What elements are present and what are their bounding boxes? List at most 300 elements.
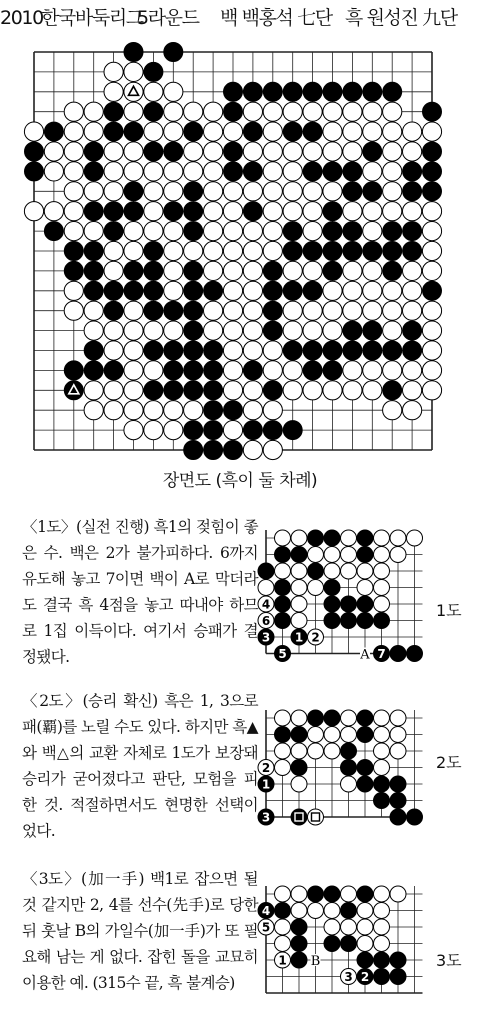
white-stone [124,62,143,81]
white-stone [390,886,406,902]
white-stone [223,381,242,400]
black-stone [363,241,382,260]
move-number: 5 [278,647,287,661]
black-stone [144,102,163,121]
white-stone [243,301,262,320]
black-stone [323,241,342,260]
black-stone [343,182,362,201]
black-stone [390,809,406,825]
white-stone [223,361,242,380]
move-number: 1 [294,630,304,645]
white-stone [263,182,282,201]
black-stone [204,421,223,440]
black-stone [383,82,402,101]
black-stone [84,261,103,280]
black-stone [374,613,390,629]
white-stone [323,142,342,161]
white-stone [124,321,143,340]
black-stone [403,241,422,260]
move-number: 1 [261,777,271,792]
black-stone [323,162,342,181]
black-stone [104,222,123,241]
white-stone [44,142,63,161]
black-stone [263,281,282,300]
white-stone [223,261,242,280]
white-stone [275,530,291,546]
black-stone [258,563,274,579]
white-stone [357,936,373,952]
black-stone [403,182,422,201]
black-stone [84,281,103,300]
white-stone [64,222,83,241]
white-stone [204,241,223,260]
black-stone [223,440,242,459]
white-stone [357,563,373,579]
black-stone [263,261,282,280]
white-stone [164,102,183,121]
white-stone [164,82,183,101]
white-stone [124,361,143,380]
move-number: 2 [360,970,370,984]
white-stone [223,281,242,300]
black-stone [184,261,203,280]
black-stone [291,727,307,743]
black-stone [64,261,83,280]
black-stone [403,162,422,181]
black-stone [283,122,302,141]
white-stone [223,222,242,241]
move-number: 1 [278,953,287,968]
black-stone [323,202,342,221]
white-stone [283,321,302,340]
white-stone [263,440,282,459]
white-stone [283,381,302,400]
white-stone [291,530,307,546]
white-stone [104,401,123,420]
black-stone [308,563,324,579]
black-stone [184,122,203,141]
black-stone [164,341,183,360]
white-stone [263,162,282,181]
white-stone [184,162,203,181]
black-stone [275,613,291,629]
white-stone [144,222,163,241]
black-stone [403,222,422,241]
white-stone [275,919,291,935]
white-stone [390,727,406,743]
black-stone [223,102,242,121]
black-stone [343,321,362,340]
white-stone [403,401,422,420]
black-stone [24,162,43,181]
white-stone [275,760,291,776]
black-stone [324,710,340,726]
white-stone [144,182,163,201]
black-stone [24,142,43,161]
black-stone [204,401,223,420]
black-stone [124,122,143,141]
white-stone [243,381,262,400]
black-stone [275,727,291,743]
white-stone [403,202,422,221]
white-stone [283,162,302,181]
white-stone [104,241,123,260]
white-stone [124,421,143,440]
white-stone [374,547,390,563]
black-stone [184,301,203,320]
black-stone [324,613,340,629]
white-stone [383,162,402,181]
move-number: 5 [261,920,271,935]
white-stone [243,222,262,241]
white-stone [374,886,390,902]
black-stone [184,381,203,400]
white-stone [204,261,223,280]
white-stone [363,301,382,320]
white-stone [407,530,423,546]
black-stone [223,162,242,181]
white-stone [374,743,390,759]
black-stone [341,760,357,776]
white-stone [258,580,274,596]
black-stone [223,82,242,101]
black-stone [422,142,441,161]
black-stone [357,613,373,629]
black-stone [343,341,362,360]
white-stone [374,903,390,919]
white-stone [374,563,390,579]
white-stone [323,102,342,121]
white-stone [324,919,340,935]
black-stone [144,62,163,81]
black-stone [357,727,373,743]
white-stone [223,301,242,320]
white-stone [343,301,362,320]
black-stone [184,361,203,380]
white-stone [144,122,163,141]
black-stone [204,361,223,380]
white-stone [243,401,262,420]
white-stone [144,401,163,420]
white-stone [164,182,183,201]
black-stone [303,82,322,101]
white-stone [124,301,143,320]
white-stone [164,162,183,181]
white-stone [204,162,223,181]
white-stone [104,82,123,101]
white-stone [308,903,324,919]
white-stone [324,743,340,759]
black-stone [104,202,123,221]
black-stone [374,776,390,792]
white-stone [144,361,163,380]
white-stone [283,261,302,280]
white-stone [403,301,422,320]
black-stone [291,809,307,825]
white-stone [390,710,406,726]
black-stone [263,381,282,400]
white-stone [291,710,307,726]
white-stone [363,281,382,300]
black-stone [390,952,406,968]
black-stone [263,82,282,101]
white-stone [263,102,282,121]
white-stone [291,563,307,579]
black-stone [144,341,163,360]
black-stone [343,222,362,241]
white-stone [24,122,43,141]
black-stone [374,793,390,809]
black-stone [363,341,382,360]
black-stone [341,903,357,919]
black-stone [324,886,340,902]
black-stone [324,596,340,612]
black-stone [291,547,307,563]
white-stone [283,301,302,320]
black-stone [390,969,406,985]
move-number: 3 [261,810,271,825]
white-stone [124,102,143,121]
white-stone [84,381,103,400]
white-stone [263,341,282,360]
white-stone [275,936,291,952]
white-stone [343,202,362,221]
white-stone [323,301,342,320]
white-stone [291,886,307,902]
white-stone [64,122,83,141]
white-stone [184,401,203,420]
white-stone [383,102,402,121]
white-stone [383,122,402,141]
round: 5라운드 [137,7,199,29]
black-stone [357,952,373,968]
white-stone [64,162,83,181]
white-stone [374,530,390,546]
move-number: 3 [344,970,353,984]
black-stone [243,122,262,141]
black-stone [341,936,357,952]
diagram-2-label: 2도 [436,753,462,772]
black-stone [64,361,83,380]
white-stone [204,301,223,320]
white-stone [84,301,103,320]
black-stone [44,122,63,141]
white-stone [324,563,340,579]
diagram-1-text: 〈1도〉(실전 진행) 흑1의 젖힘이 좋은 수. 백은 2가 불가피하다. 6까지 유도해 놓고 7이면 백이 A로 막더라도 결국 흑 4점을 놓고 따내야 하므로 1집 이득이다. 여기서 승패가 결정됐다. [22,518,258,666]
black-stone [357,776,373,792]
white-stone [403,142,422,161]
black-stone [308,530,324,546]
white-stone [204,122,223,141]
white-stone [243,440,262,459]
white-stone [341,886,357,902]
white-stone [204,222,223,241]
black-stone [263,421,282,440]
white-stone [343,102,362,121]
black-stone [263,301,282,320]
white-stone [291,776,307,792]
black-stone [104,102,123,121]
black-stone [164,42,183,61]
white-stone [374,580,390,596]
white-stone [44,162,63,181]
white-stone [263,401,282,420]
white-stone [275,743,291,759]
black-stone [144,281,163,300]
black-stone [223,142,242,161]
white-stone [422,301,441,320]
white-stone [283,202,302,221]
white-stone [124,162,143,181]
white-stone [357,919,373,935]
black-stone [341,613,357,629]
white-stone [357,580,373,596]
black-stone [104,301,123,320]
black-stone [303,162,322,181]
black-stone [303,122,322,141]
black-stone [184,341,203,360]
white-stone [323,321,342,340]
point-letter: A [360,647,370,663]
white-stone [283,142,302,161]
black-stone [275,580,291,596]
white-stone [291,580,307,596]
black-stone [323,222,342,241]
black-stone [308,886,324,902]
white-stone [383,361,402,380]
black-stone [343,82,362,101]
white-stone [343,122,362,141]
white-stone [104,381,123,400]
white-stone [308,547,324,563]
black-stone [390,793,406,809]
move-number: 4 [261,597,271,612]
white-stone [403,381,422,400]
white-stone [263,122,282,141]
black-stone [84,142,103,161]
white-stone [243,102,262,121]
black-stone [275,596,291,612]
white-stone [223,122,242,141]
white-stone [124,341,143,360]
black-stone [144,142,163,161]
white-stone [303,102,322,121]
black-stone [124,281,143,300]
white-stone [383,401,402,420]
white-stone [308,743,324,759]
white-stone [24,202,43,221]
black-stone [283,241,302,260]
move-number: 7 [377,647,386,661]
white-stone [164,421,183,440]
black-stone [204,341,223,360]
white-stone [204,182,223,201]
white-stone [144,321,163,340]
white-stone [263,222,282,241]
black-stone [84,241,103,260]
move-number: 2 [311,630,320,645]
white-stone [223,421,242,440]
white-stone [324,727,340,743]
black-stone [243,202,262,221]
white-stone [363,222,382,241]
white-stone [403,281,422,300]
black-stone [422,182,441,201]
diagram-3-text: 〈3도〉(加一手) 백1로 잡으면 될 것 같지만 2, 4를 선수(先手)로 당한 뒤 훗날 B의 가일수(加一手)가 또 필요해 남는 게 없다. 잡힌 돌을 교묘히 이용한 예. (315수 끝, 흑 불계승) [22,870,258,992]
black-stone [144,301,163,320]
black-stone [357,760,373,776]
white-stone [84,102,103,121]
white-stone [363,202,382,221]
white-stone [243,341,262,360]
black-stone [243,421,262,440]
year: 2010 [0,7,43,29]
black-stone [422,102,441,121]
white-stone [204,202,223,221]
black-stone [363,321,382,340]
move-number: 4 [261,904,271,918]
black-stone [124,182,143,201]
white-stone [383,182,402,201]
black-stone [144,261,163,280]
black-stone [374,969,390,985]
white-stone [124,142,143,161]
black-stone [184,222,203,241]
black-stone [323,82,342,101]
white-stone [308,580,324,596]
header [0,0,480,36]
black-stone [84,202,103,221]
white-stone [291,596,307,612]
white-stone [104,62,123,81]
black-stone [243,162,262,181]
white-stone [291,613,307,629]
white-stone [64,202,83,221]
white-stone [303,321,322,340]
black-stone [184,421,203,440]
white-stone [323,182,342,201]
white-stone [204,142,223,161]
white-stone [144,421,163,440]
black-stone [303,281,322,300]
black-stone [184,202,203,221]
diagram-2-text: 〈2도〉(승리 확신) 흑은 1, 3으로 패(覇)를 노릴 수도 있다. 하지만 흑▲와 백△의 교환 자체로 1도가 보장돼 승리가 굳어졌다고 판단, 모험을 피한 것. 적절하면서도 현명한 선택이었다. [22,692,258,840]
white-stone [383,142,402,161]
white-stone [374,936,390,952]
black-stone [243,82,262,101]
black-stone [124,42,143,61]
white-stone [422,122,441,141]
black-stone [357,547,373,563]
white-stone [422,321,441,340]
white-stone [343,381,362,400]
white-stone [275,563,291,579]
black-stone [357,596,373,612]
white-stone [422,222,441,241]
white-stone [243,281,262,300]
white-stone [357,903,373,919]
white-stone [124,401,143,420]
white-stone [223,341,242,360]
white-stone [403,122,422,141]
black-stone [303,361,322,380]
black-stone [403,341,422,360]
black-stone [164,142,183,161]
white-stone [341,547,357,563]
white-stone [343,261,362,280]
black-stone [324,580,340,596]
main-go-board [0,36,480,466]
